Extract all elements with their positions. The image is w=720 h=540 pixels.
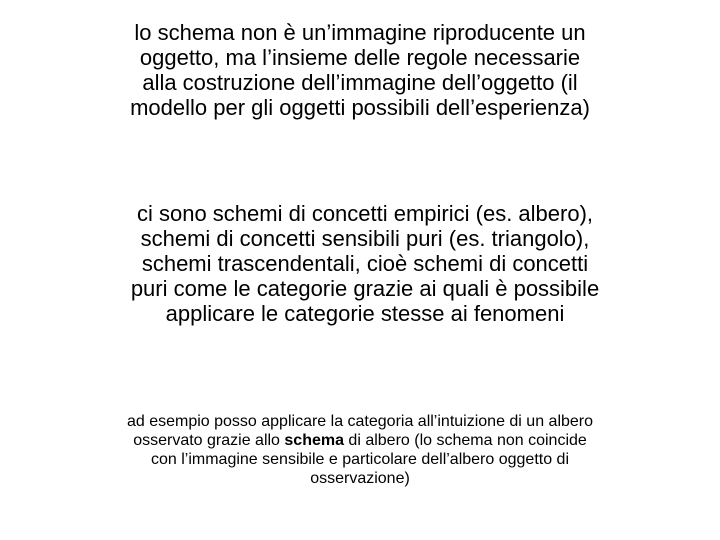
text-line: schemi trascendentali, cioè schemi di concetti bbox=[141, 251, 589, 276]
paragraph-schema-definition bbox=[60, 20, 660, 120]
paragraph-schema-types bbox=[55, 201, 675, 326]
text-line: puri come le categorie grazie ai quali è possibile bbox=[130, 276, 600, 301]
text-line: osservazione) bbox=[310, 470, 410, 487]
text-segment: di albero (lo schema non coincide bbox=[343, 432, 587, 449]
text-segment: osservato grazie allo bbox=[133, 432, 285, 449]
text-line: ci sono schemi di concetti empirici (es. albero), bbox=[136, 201, 594, 226]
bold-term-schema: schema bbox=[284, 432, 344, 449]
text-line: applicare le categorie stesse ai fenomeni bbox=[165, 301, 565, 326]
text-line: oggetto, ma l’insieme delle regole necessarie bbox=[139, 45, 581, 70]
text-line: modello per gli oggetti possibili dell’esperienza) bbox=[130, 95, 590, 120]
text-line: schemi di concetti sensibili puri (es. triangolo), bbox=[140, 226, 590, 251]
text-line: con l’immagine sensibile e particolare dell’albero oggetto di bbox=[150, 451, 569, 468]
text-line: lo schema non è un’immagine riproducente un bbox=[134, 20, 586, 45]
text-line: ad esempio posso applicare la categoria all’intuizione di un albero bbox=[126, 413, 594, 430]
paragraph-example bbox=[55, 412, 665, 488]
text-line bbox=[55, 431, 665, 450]
text-line: alla costruzione dell’immagine dell’oggetto (il bbox=[142, 70, 578, 95]
